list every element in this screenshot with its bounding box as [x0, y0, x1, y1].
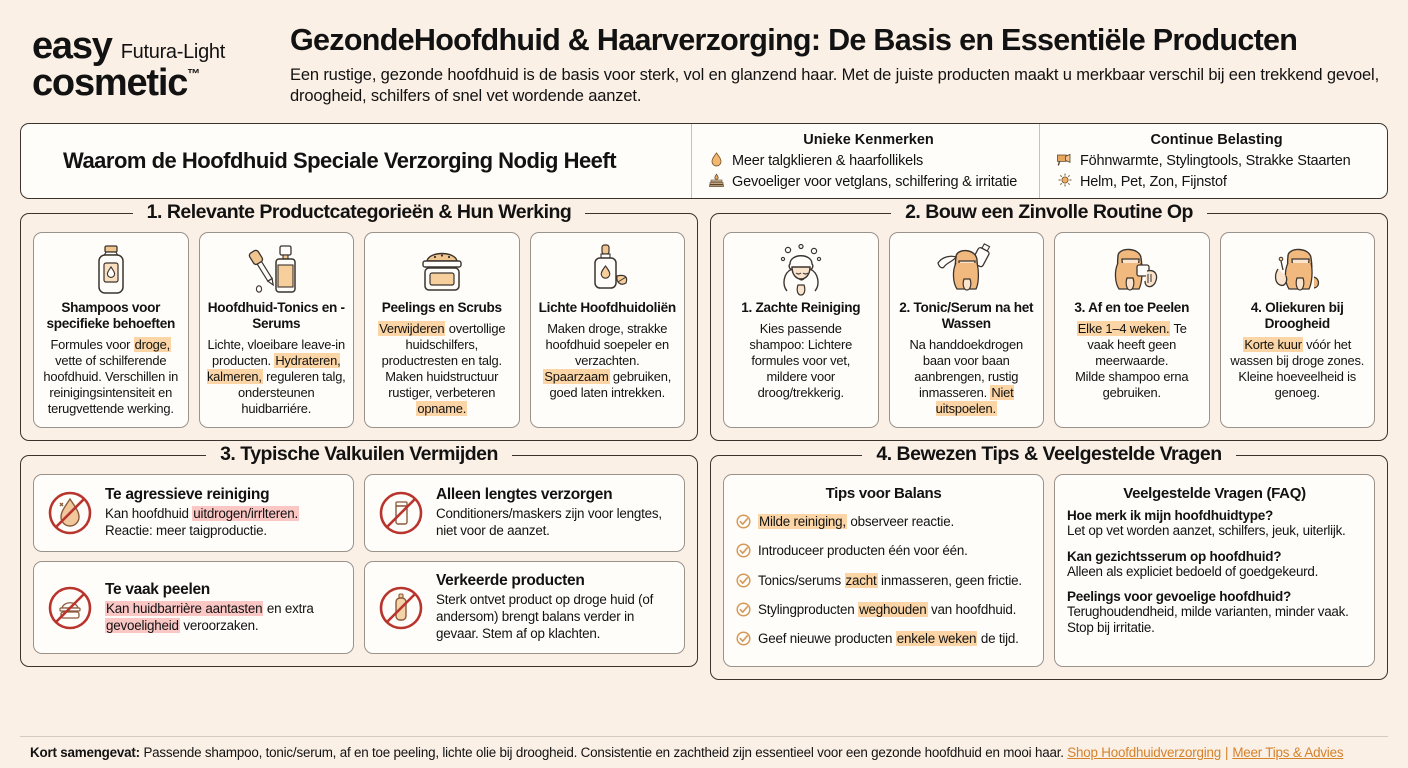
section-3-column: [20, 443, 698, 680]
shampoo-bottle-icon: [90, 242, 132, 298]
why-heading-area: [21, 124, 691, 198]
stress-text: Föhnwarmte, Stylingtools, Strakke Staarten: [1080, 153, 1351, 170]
section-1-title-wrap: [21, 201, 697, 224]
stress-item: [1056, 151, 1377, 172]
tip-text: Geef nieuwe producten enkele weken de tijd.: [758, 631, 1019, 647]
washing-hair-icon: [770, 242, 832, 298]
unique-feature-item: [708, 151, 1029, 172]
check-circle-icon: [736, 543, 751, 562]
pitfall-body: Conditioners/maskers zijn voor lengtes, niet voor de aanzet.: [436, 506, 662, 539]
section-tips-faq: [710, 443, 1388, 680]
tip-item: [736, 508, 1031, 537]
check-circle-icon: [736, 514, 751, 533]
category-card[interactable]: [530, 232, 686, 428]
tips-list: [736, 508, 1031, 655]
card-title: Lichte Hoofdhuidoliën: [538, 300, 676, 316]
advice-link[interactable]: Meer Tips & Advies: [1232, 745, 1344, 760]
highlighted-text: zacht: [845, 572, 877, 588]
highlighted-text: gevoeligheid: [106, 617, 179, 633]
card-body: Lichte, vloeibare leave-in producten. Hydrateren, kalmeren, reguleren talg, ondersteunen huidbarriére.: [206, 336, 346, 416]
highlighted-text: opname.: [417, 401, 467, 417]
pitfall-title: Alleen lengtes verzorgen: [436, 486, 613, 504]
section-4-title: 4. Bewezen Tips & Veelgestelde Vragen: [862, 443, 1235, 465]
routine-card[interactable]: [1220, 232, 1376, 428]
pitfall-body: Sterk ontvet product op droge huid (of andersom) brengt balans verder in gevaar. Stem af op klachten.: [436, 592, 654, 641]
section-1-column: [20, 201, 698, 441]
tips-title: Tips voor Balans: [825, 485, 942, 503]
unique-feature-item: [708, 172, 1029, 193]
shop-link[interactable]: Shop Hoofdhuidverzorging: [1067, 745, 1222, 760]
section-3-title: 3. Typische Valkuilen Vermijden: [206, 443, 512, 465]
tip-item: [736, 567, 1031, 596]
section-4-title-wrap: [711, 443, 1387, 466]
faq-question: Kan gezichtsserum op hoofdhuid?: [1067, 548, 1282, 564]
oil-bottle-leaf-icon: [581, 242, 633, 298]
page-subtitle: Een rustige, gezonde hoofdhuid is de basis voor sterk, vol en glanzend haar. Met de juiste producten maakt u merkbaar verschil bij een trekkend gevoel, droogheid, schilfers of snel vet wordende aanzet.: [290, 65, 1379, 105]
brand-logo: [32, 22, 264, 105]
tip-text: Introduceer producten één voor één.: [758, 543, 968, 559]
pitfall-card[interactable]: [33, 561, 354, 654]
card-body: Maken droge, strakke hoofdhuid soepeler en verzachten. Spaarzaam gebruiken, goed laten intrekken.: [544, 321, 672, 401]
row-sections-3-4: [20, 443, 1388, 680]
card-body: Formules voor droge, vette of schilferende hoofdhuid. Verschillen in reinigingsintensiteit en terugvettende werking.: [43, 336, 179, 416]
hairdryer-icon: [1056, 152, 1073, 172]
routine-card[interactable]: [889, 232, 1045, 428]
section-2-column: [710, 201, 1388, 441]
routine-card[interactable]: [723, 232, 879, 428]
section-2-title: 2. Bouw een Zinvolle Routine Op: [891, 201, 1207, 223]
dropper-serum-icon: [247, 242, 305, 298]
brand-easy-text: easy: [32, 25, 112, 67]
tip-text: Stylingproducten weghouden van hoofdhuid.: [758, 601, 1017, 617]
faq-question: Hoe merk ik mijn hoofdhuidtype?: [1067, 508, 1274, 524]
card-body: Verwijderen overtollige huidschilfers, productresten en talg. Maken huidstructuur rustiger, verbeteren opname.: [379, 321, 506, 417]
tip-text: Tonics/serums zacht inmasseren, geen frictie.: [758, 572, 1022, 588]
tips-card[interactable]: [723, 474, 1044, 667]
highlighted-text: Kan huidbarrière aantasten: [106, 600, 263, 616]
card-title: 3. Af en toe Peelen: [1074, 300, 1190, 316]
section-4-column: [710, 443, 1388, 680]
no-conditioner-tube-icon: [377, 489, 425, 537]
faq-answer: Terughoudendheid, milde varianten, minder vaak. Stop bij irritatie.: [1067, 603, 1349, 636]
footer-text: Passende shampoo, tonic/serum, af en toe peeling, lichte olie bij droogheid. Consistentie en zachtheid zijn essentieel voor een gezonde hoofdhuid en mooi haar.: [139, 745, 1068, 760]
pitfall-title: Te vaak peelen: [105, 580, 210, 598]
card-title: Shampoos voor specifieke behoeften: [46, 300, 175, 332]
check-circle-icon: [736, 631, 751, 650]
row-sections-1-2: [20, 201, 1388, 441]
card-title: Hoofdhuid-Tonics en -Serums: [207, 300, 345, 332]
peeling-face-icon: [1101, 242, 1163, 298]
tip-item: [736, 538, 1031, 567]
pitfall-card[interactable]: [33, 474, 354, 552]
faq-title: Veelgestelde Vragen (FAQ): [1123, 485, 1306, 503]
no-scrub-icon: [46, 584, 94, 632]
brand-futura-text: Futura-Light: [120, 41, 225, 63]
brand-cosmetic-text: cosmetic: [32, 62, 188, 105]
pitfall-title: Te agressieve reiniging: [105, 486, 270, 504]
card-body: Kies passende shampoo: Lichtere formules voor vet, mildere voor droog/trekkerig.: [749, 321, 853, 401]
highlighted-text: Korte kuur: [1244, 336, 1302, 352]
category-card[interactable]: [33, 232, 189, 428]
section-3-title-wrap: [21, 443, 697, 466]
card-body: Korte kuur vóór het wassen bij droge zones. Kleine hoeveelheid is genoeg.: [1230, 336, 1365, 400]
card-title: Peelings en Scrubs: [381, 300, 502, 316]
unique-features-column: [691, 124, 1039, 198]
unique-feature-text: Gevoeliger voor vetglans, schilfering & irritatie: [732, 174, 1018, 191]
faq-list: [1067, 508, 1362, 636]
tip-text: Milde reiniging, observeer reactie.: [759, 513, 954, 529]
tip-item: [736, 596, 1031, 625]
page-title: GezondeHoofdhuid & Haarverzorging: De Basis en Essentiële Producten: [290, 23, 1298, 57]
footer-separator: |: [1225, 745, 1229, 760]
pitfall-body: Kan hoofdhuid uitdrogen/irrlteren. Reactie: meer taigproductie.: [105, 506, 298, 539]
tip-item: [736, 626, 1031, 655]
category-card[interactable]: [364, 232, 520, 428]
faq-card[interactable]: [1054, 474, 1375, 667]
highlighted-text: Hydrateren, kalmeren,: [206, 352, 341, 384]
why-heading: Waarom de Hoofdhuid Speciale Verzorging Nodig Heeft: [63, 148, 617, 174]
section-pitfalls: [20, 443, 698, 667]
card-title: 1. Zachte Reiniging: [741, 300, 861, 316]
stress-text: Helm, Pet, Zon, Fijnstof: [1080, 174, 1227, 191]
card-title: 2. Tonic/Serum na het Wassen: [899, 300, 1034, 332]
card-title: 4. Oliekuren bij Droogheid: [1250, 300, 1344, 332]
section-build-routine: [710, 201, 1388, 441]
oil-cure-icon: [1266, 242, 1328, 298]
card-body: Na handdoekdrogen baan voor baan aanbrengen, rustig inmasseren. Niet uitspoelen.: [909, 336, 1023, 416]
continuous-stress-title: Continue Belasting: [1150, 132, 1283, 149]
no-harsh-cleansing-icon: [46, 489, 94, 537]
highlighted-text: uitdrogen/irrlteren.: [193, 506, 298, 522]
layers-icon: [708, 173, 725, 193]
routine-card[interactable]: [1054, 232, 1210, 428]
faq-answer: Alleen als expliciet bedoeld of goedgekeurd.: [1067, 563, 1319, 579]
highlighted-text: Niet uitspoelen.: [935, 384, 1014, 416]
pitfall-card[interactable]: [364, 474, 685, 552]
highlighted-text: Spaarzaam: [544, 369, 609, 385]
sun-icon: [1056, 173, 1073, 193]
footer-label: Kort samengevat:: [30, 745, 140, 760]
unique-features-title: Unieke Kenmerken: [803, 132, 934, 149]
highlighted-text: weghouden: [859, 601, 927, 617]
section-1-title: 1. Relevante Productcategorieën & Hun Werking: [133, 201, 586, 223]
category-card[interactable]: [199, 232, 355, 428]
no-wrong-product-icon: [377, 584, 425, 632]
page-header: [20, 0, 1388, 117]
page-footer: [20, 736, 1388, 760]
highlighted-text: enkele weken: [896, 631, 977, 647]
check-circle-icon: [736, 602, 751, 621]
section-product-categories: [20, 201, 698, 441]
section-2-title-wrap: [711, 201, 1387, 224]
faq-question: Peelings voor gevoelige hoofdhuid?: [1067, 588, 1292, 604]
pitfall-body: Kan huidbarrière aantasten en extra gevoeligheid veroorzaken.: [106, 600, 314, 633]
card-body: Elke 1–4 weken. Te vaak heeft geen meerwaarde. Milde shampoo erna gebruiken.: [1075, 321, 1189, 401]
highlighted-text: Verwijderen: [379, 321, 445, 337]
scrub-jar-icon: [413, 242, 471, 298]
spray-tonic-icon: [934, 242, 998, 298]
pitfall-card[interactable]: [364, 561, 685, 654]
brand-trademark-symbol: ™: [187, 66, 201, 82]
highlighted-text: droge,: [134, 336, 171, 352]
continuous-stress-column: [1039, 124, 1387, 198]
faq-answer: Let op vet worden aanzet, schilfers, jeuk, uiterlijk.: [1067, 523, 1346, 539]
pitfall-title: Verkeerde producten: [436, 572, 585, 590]
check-circle-icon: [736, 573, 751, 592]
highlighted-text: Elke 1–4 weken.: [1077, 321, 1170, 337]
highlighted-text: Milde reiniging,: [759, 513, 846, 529]
unique-feature-text: Meer talgklieren & haarfollikels: [732, 153, 924, 170]
droplet-icon: [708, 152, 725, 173]
stress-item: [1056, 172, 1377, 193]
why-scalp-care-box: [20, 123, 1388, 199]
